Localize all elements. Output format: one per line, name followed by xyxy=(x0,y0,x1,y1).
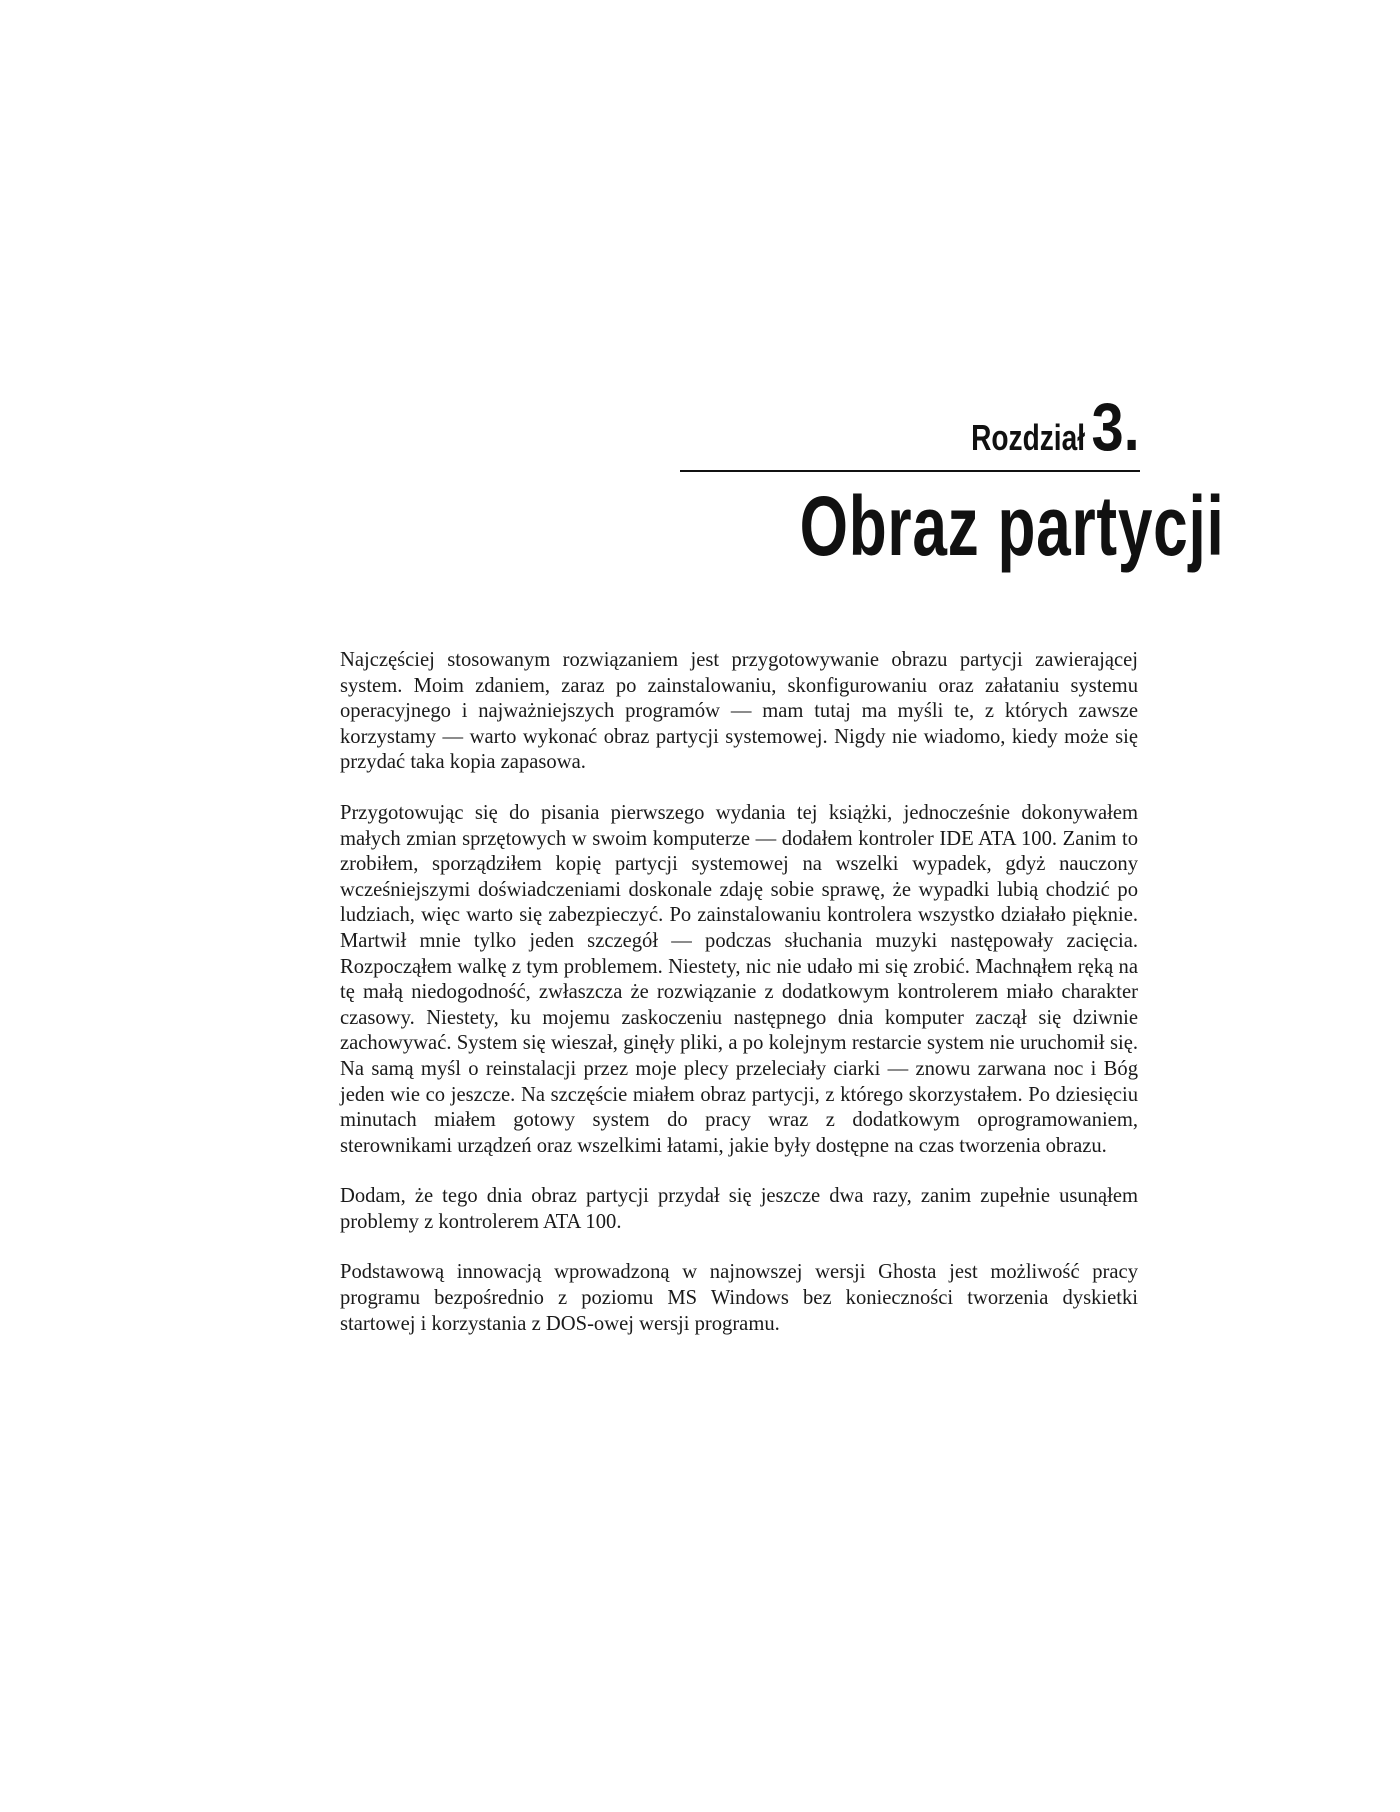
chapter-body xyxy=(340,648,1138,1362)
chapter-title: Obraz partycji xyxy=(799,479,1225,573)
paragraph: Podstawową innowacją wprowadzoną w najnowszej wersji Ghosta jest możliwość pracy programu bezpośrednio z poziomu MS Windows bez konieczności tworzenia dyskietki startowej i korzystania z DOS-owej wersji programu. xyxy=(340,1261,1138,1335)
chapter-header xyxy=(680,388,1225,574)
paragraph: Najczęściej stosowanym rozwiązaniem jest przygotowywanie obrazu partycji zawierającej system. Moim zdaniem, zaraz po zainstalowaniu, skonfigurowaniu oraz załataniu systemu operacyjnego i najważniejszych programów — mam tutaj ma myśli te, z których zawsze korzystamy — warto wykonać obraz partycji systemowej. Nigdy nie wiadomo, kiedy może się przydać taka kopia zapasowa. xyxy=(340,649,1138,774)
chapter-label: Rozdział xyxy=(971,417,1086,458)
paragraph: Dodam, że tego dnia obraz partycji przydał się jeszcze dwa razy, zanim zupełnie usunąłem problemy z kontrolerem ATA 100. xyxy=(340,1185,1138,1233)
chapter-label-row xyxy=(680,388,1140,466)
chapter-number: 3. xyxy=(1091,389,1140,465)
paragraph: Przygotowując się do pisania pierwszego wydania tej książki, jednocześnie dokonywałem małych zmian sprzętowych w swoim komputerze — dodałem kontroler IDE ATA 100. Zanim to zrobiłem, sporządziłem kopię partycji systemowej na wszelki wypadek, gdyż nauczony wcześniejszymi doświadczeniami doskonale zdaję sobie sprawę, że wypadki lubią chodzić po ludziach, więc warto się zabezpieczyć. Po zainstalowaniu kontrolera wszystko działało pięknie. Martwił mnie tylko jeden szczegół — podczas słuchania muzyki następowały zacięcia. Rozpocząłem walkę z tym problemem. Niestety, nic nie udało mi się zrobić. Machnąłem ręką na tę małą niedogodność, zwłaszcza że rozwiązanie z dodatkowym kontrolerem miało charakter czasowy. Niestety, ku mojemu zaskoczeniu następnego dnia komputer zaczął się dziwnie zachowywać. System się wieszał, ginęły pliki, a po kolejnym restarcie system nie uruchomił się. Na samą myśl o reinstalacji przez moje plecy przeleciały ciarki — znowu zarwana noc i Bóg jeden wie co jeszcze. Na szczęście miałem obraz partycji, z którego skorzystałem. Po dziesięciu minutach miałem gotowy system do pracy wraz z dodatkowym oprogramowaniem, sterownikami urządzeń oraz wszelkimi łatami, jakie były dostępne na czas tworzenia obrazu. xyxy=(340,801,1138,1157)
